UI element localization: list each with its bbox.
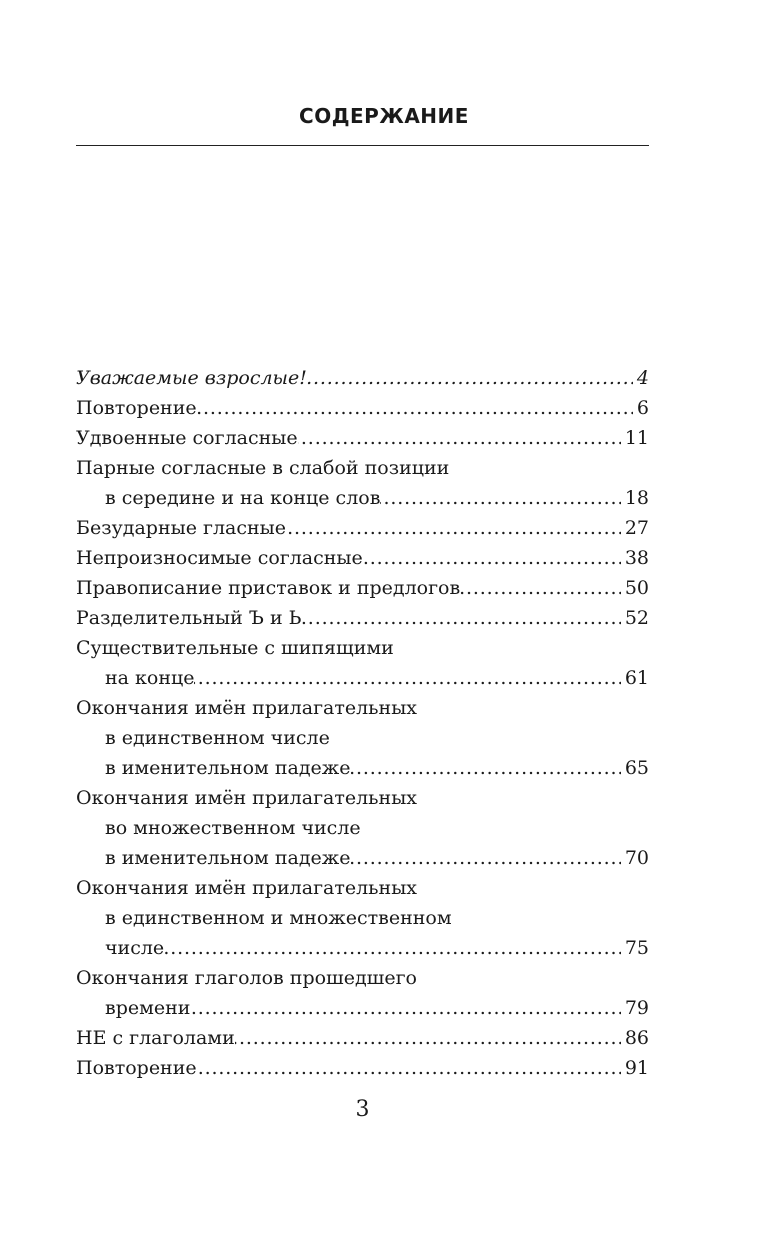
toc-entry[interactable] [76, 603, 649, 633]
toc-entry-line [76, 993, 649, 1023]
toc-entry-title: Окончания глаголов прошедшего [76, 967, 417, 989]
dot-leader [351, 843, 621, 873]
table-of-contents [76, 363, 649, 1083]
toc-entry-page: 75 [624, 937, 649, 959]
dot-leader [363, 543, 621, 573]
toc-entry-page: 50 [624, 577, 649, 599]
toc-entry-line [76, 513, 649, 543]
toc-entry-page: 52 [624, 607, 649, 629]
toc-entry-line [76, 723, 649, 753]
toc-entry-title: НЕ с глаголами [76, 1027, 235, 1049]
toc-entry-line [76, 1023, 649, 1053]
toc-entry-title: во множественном числе [105, 817, 361, 839]
toc-entry-title: в именительном падеже [105, 847, 351, 869]
toc-entry[interactable] [76, 513, 649, 543]
page-number: 3 [355, 1097, 370, 1122]
toc-entry-line [76, 843, 649, 873]
toc-entry-page: 27 [624, 517, 649, 539]
toc-entry[interactable] [76, 363, 649, 393]
toc-entry-title: Правописание приставок и предлогов [76, 577, 461, 599]
toc-entry[interactable] [76, 393, 649, 423]
page-title: СОДЕРЖАНИЕ [299, 104, 469, 128]
toc-entry-line [76, 603, 649, 633]
toc-entry-page: 38 [624, 547, 649, 569]
toc-entry-line [76, 963, 649, 993]
toc-entry-title: Удвоенные согласные [76, 427, 298, 449]
toc-entry[interactable] [76, 963, 649, 1023]
toc-entry-line [76, 543, 649, 573]
dot-leader [194, 663, 620, 693]
toc-entry-title: Существительные с шипящими [76, 637, 394, 659]
toc-entry[interactable] [76, 423, 649, 453]
toc-entry[interactable] [76, 453, 649, 513]
toc-entry-page: 86 [624, 1027, 649, 1049]
toc-entry-page: 6 [636, 397, 649, 419]
toc-entry-title: Повторение [76, 1057, 197, 1079]
toc-entry-line [76, 933, 649, 963]
toc-entry-title: в единственном и множественном [105, 907, 452, 929]
toc-entry-page: 18 [624, 487, 649, 509]
dot-leader [380, 483, 620, 513]
toc-entry-title: Непроизносимые согласные [76, 547, 363, 569]
toc-entry-title: Парные согласные в слабой позиции [76, 457, 450, 479]
dot-leader [190, 993, 620, 1023]
toc-entry-page: 61 [624, 667, 649, 689]
toc-entry-title: числе [105, 937, 165, 959]
toc-entry-line [76, 483, 649, 513]
toc-entry-line [76, 423, 649, 453]
toc-entry-line [76, 903, 649, 933]
dot-leader [286, 513, 621, 543]
toc-entry-title: времени [105, 997, 191, 1019]
toc-entry-line [76, 693, 649, 723]
toc-entry-title: в именительном падеже [105, 757, 351, 779]
toc-entry[interactable] [76, 1053, 649, 1083]
toc-entry-line [76, 1053, 649, 1083]
dot-leader [197, 393, 633, 423]
toc-entry-line [76, 453, 649, 483]
toc-entry[interactable] [76, 573, 649, 603]
toc-entry-title: в единственном числе [105, 727, 330, 749]
toc-entry[interactable] [76, 1023, 649, 1053]
toc-entry-line [76, 663, 649, 693]
toc-entry-title: Разделительный Ъ и Ь [76, 607, 302, 629]
toc-entry-line [76, 783, 649, 813]
dot-leader [235, 1023, 621, 1053]
toc-entry-line [76, 363, 649, 393]
toc-entry-line [76, 813, 649, 843]
dot-leader [460, 573, 621, 603]
dot-leader [351, 753, 621, 783]
toc-entry-line [76, 633, 649, 663]
toc-entry-page: 91 [624, 1057, 649, 1079]
toc-entry-line [76, 393, 649, 423]
toc-entry-page: 11 [624, 427, 649, 449]
toc-entry-line [76, 573, 649, 603]
toc-entry-title: на конце [105, 667, 195, 689]
dot-leader [164, 933, 621, 963]
dot-leader [307, 363, 633, 393]
toc-entry-page: 70 [624, 847, 649, 869]
toc-entry-page: 79 [624, 997, 649, 1019]
toc-entry-title: Окончания имён прилагательных [76, 877, 418, 899]
toc-entry-title: в середине и на конце слов [105, 487, 381, 509]
toc-entry-title: Окончания имён прилагательных [76, 787, 418, 809]
dot-leader [301, 603, 620, 633]
title-divider [76, 145, 649, 146]
toc-entry[interactable] [76, 633, 649, 693]
toc-entry[interactable] [76, 693, 649, 783]
toc-entry-title: Безударные гласные [76, 517, 287, 539]
toc-entry-title: Окончания имён прилагательных [76, 697, 418, 719]
toc-entry-title: Уважаемые взрослые! [76, 367, 307, 389]
dot-leader [197, 1053, 621, 1083]
toc-entry-page: 4 [636, 367, 649, 389]
toc-entry[interactable] [76, 783, 649, 873]
toc-entry[interactable] [76, 873, 649, 963]
toc-entry-page: 65 [624, 757, 649, 779]
toc-entry-line [76, 873, 649, 903]
toc-entry-title: Повторение [76, 397, 197, 419]
toc-entry-line [76, 753, 649, 783]
toc-entry[interactable] [76, 543, 649, 573]
dot-leader [298, 423, 621, 453]
